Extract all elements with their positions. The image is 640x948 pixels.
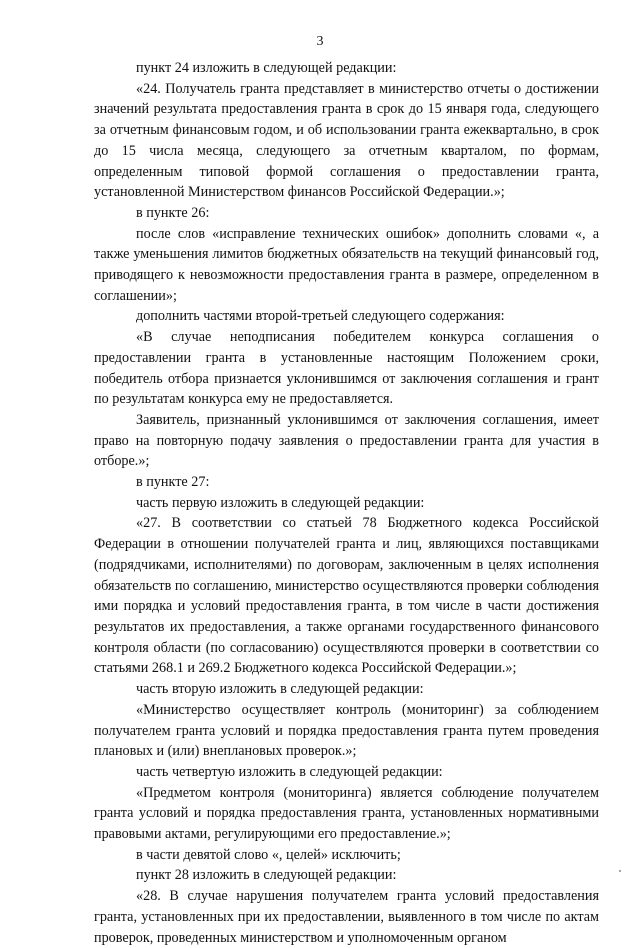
paragraph: часть первую изложить в следующей редакции: [136,494,425,511]
paragraph: пункт 24 изложить в следующей редакции: [136,60,397,76]
paragraph: после слов «исправление технических ошибок» дополнить словами «, а также уменьшения лимитов бюджетных обязательств на текущий финансовый год, приводящего к невозможности предоставления гранта в размере, определенном в соглашении»; [94,225,599,304]
paragraph: Заявитель, признанный уклонившимся от заключения соглашения, имеет право на повторную подачу заявления о предоставлении гранта для участия в отборе.»; [94,411,599,470]
paragraph: «28. В случае нарушения получателем гранта условий предоставления гранта, установленных при их предоставлении, выявленного в том числе по актам проверок, проведенных министерством и уполномоченным органом [94,888,599,946]
document-body [94,58,599,948]
paragraph: «24. Получатель гранта представляет в министерство отчеты о достижении значений результата предоставления гранта в срок до 15 января года, следующего за отчетным финансовым годом, и об использовании гранта ежеквартально, в срок до 15 числа месяца, следующего за отчетным кварталом, по формам, определенным типовой формой соглашения о предоставлении гранта, установленной Министерством финансов Российской Федерации.»; [94,80,599,201]
paragraph: в части девятой слово «, целей» исключить; [136,846,401,863]
paragraph: часть четвертую изложить в следующей редакции: [136,763,443,780]
paragraph: в пункте 26: [136,204,210,221]
paragraph: «В случае неподписания победителем конкурса соглашения о предоставлении гранта в установленные настоящим Положением сроки, победитель отбора признается уклонившимся от заключения соглашения и грант по результатам конкурса ему не предоставляется. [94,329,599,408]
paragraph: дополнить частями второй-третьей следующего содержания: [136,308,505,325]
paragraph: в пункте 27: [136,474,210,491]
paragraph: пункт 28 изложить в следующей редакции: [136,867,397,884]
paragraph: «Предметом контроля (мониторинга) является соблюдение получателем гранта условий и порядка предоставления гранта, установленных нормативными правовыми актами, регулирующими его предоставление.»; [94,784,599,843]
scan-speck [619,870,621,872]
paragraph: часть вторую изложить в следующей редакции: [136,681,424,698]
paragraph: «Министерство осуществляет контроль (мониторинг) за соблюдением получателем гранта условий и порядка предоставления гранта путем проведения плановых и (или) внеплановых проверок.»; [94,701,599,760]
page-number: 3 [316,34,324,49]
paragraph: «27. В соответствии со статьей 78 Бюджетного кодекса Российской Федерации в отношении получателей гранта и лиц, являющихся поставщиками (подрядчиками, исполнителями) по договорам, заключенным в целях исполнения обязательств по соглашению, министерство осуществляются проверки соблюдения ими порядка и условий предоставления гранта, в том числе в части достижения результатов их предоставления, а также органами государственного финансового контроля области (по согласованию) осуществляются проверки в соответствии со статьями 268.1 и 269.2 Бюджетного кодекса Российской Федерации.»; [94,515,599,677]
